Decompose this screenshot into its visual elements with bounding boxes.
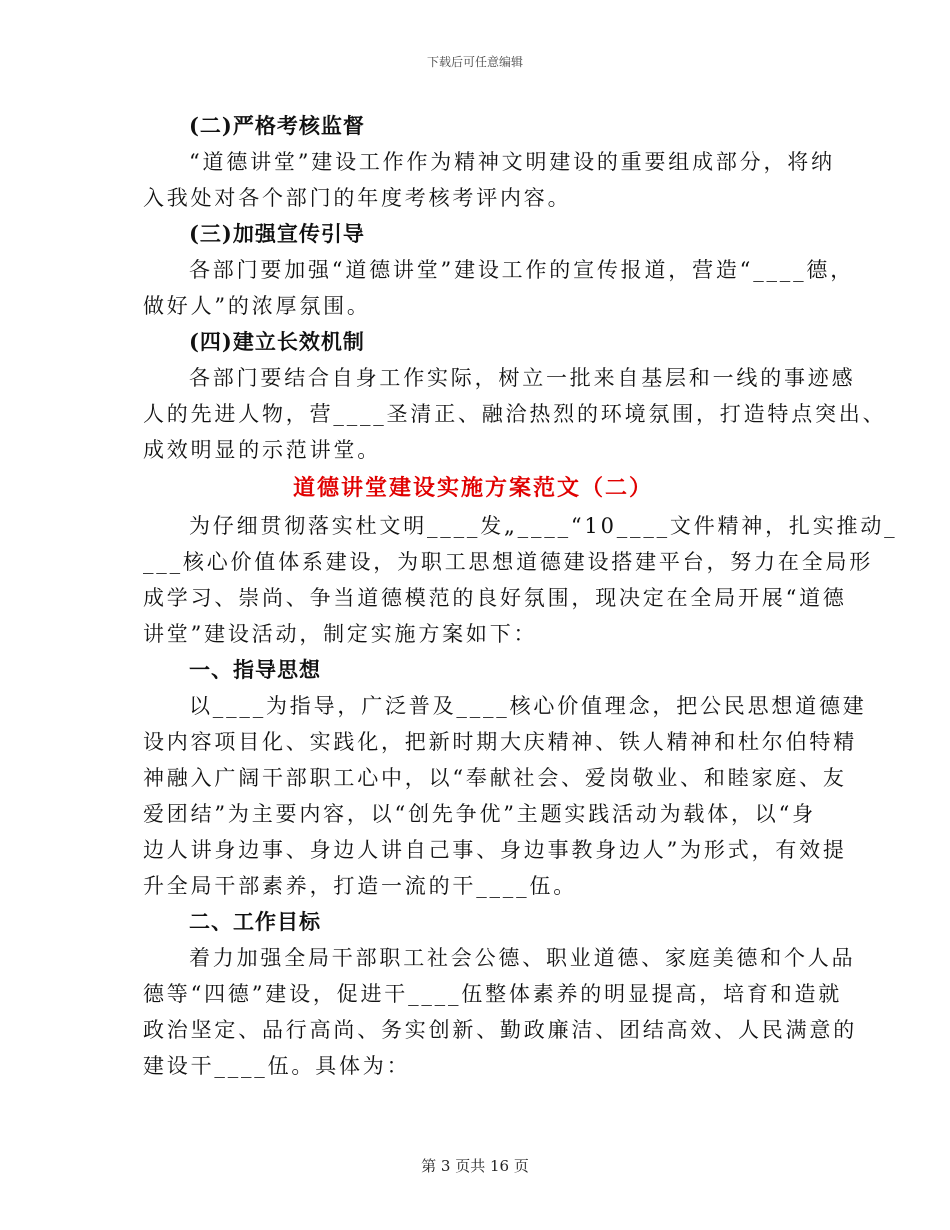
doc-line: (三)加强宣传引导 bbox=[189, 221, 365, 246]
doc-line: 成效明显的示范讲堂。 bbox=[143, 438, 381, 462]
doc-line: 做好人”的浓厚氛围。 bbox=[143, 294, 371, 318]
doc-line: 政治坚定、品行高尚、务实创新、勤政廉洁、团结高效、人民满意的 bbox=[143, 1018, 857, 1042]
doc-line: 德等“四德”建设，促进干____伍整体素养的明显提高，培育和造就 bbox=[143, 982, 843, 1006]
doc-line: (二)严格考核监督 bbox=[189, 113, 365, 138]
doc-line: 入我处对各个部门的年度考核考评内容。 bbox=[143, 186, 572, 210]
doc-line: 各部门要结合自身工作实际，树立一批来自基层和一线的事迹感 bbox=[189, 366, 856, 390]
doc-line: 边人讲身边事、身边人讲自己事、身边事教身边人”为形式，有效提 bbox=[143, 838, 847, 862]
doc-line: 着力加强全局干部职工社会公德、职业道德、家庭美德和个人品 bbox=[189, 946, 856, 970]
page-footer: 第 3 页共 16 页 bbox=[421, 1157, 529, 1175]
page-header: 下载后可任意编辑 bbox=[426, 55, 523, 69]
doc-line: ___核心价值体系建设，为职工思想道德建设搭建平台，努力在全局形 bbox=[143, 550, 874, 574]
doc-line: 各部门要加强“道德讲堂”建设工作的宣传报道，营造“____德， bbox=[189, 258, 855, 282]
document-body bbox=[143, 108, 898, 1084]
doc-line: 人的先进人物，营____圣清正、融洽热烈的环境氛围，打造特点突出、 bbox=[143, 402, 887, 426]
doc-line: 成学习、崇尚、争当道德模范的良好氛围，现决定在全局开展“道德 bbox=[143, 586, 847, 610]
doc-line: 神融入广阔干部职工心中，以“奉献社会、爱岗敬业、和睦家庭、友 bbox=[143, 766, 847, 790]
doc-line: 建设干____伍。具体为： bbox=[143, 1054, 411, 1078]
doc-line: 二、工作目标 bbox=[189, 909, 321, 934]
doc-line: 一、指导思想 bbox=[189, 657, 321, 682]
doc-line: 讲堂”建设活动，制定实施方案如下： bbox=[143, 622, 538, 646]
doc-line: “道德讲堂”建设工作作为精神文明建设的重要组成部分，将纳 bbox=[189, 150, 835, 174]
doc-line: 爱团结”为主要内容，以“创先争优”主题实践活动为载体，以“身 bbox=[143, 802, 816, 826]
doc-line: 以____为指导，广泛普及____核心价值理念，把公民思想道德建 bbox=[189, 694, 867, 718]
section-title: 道德讲堂建设实施方案范文（二） bbox=[292, 475, 653, 501]
doc-line: 为仔细贯彻落实杜文明____发„____“10____文件精神，扎实推动_ bbox=[189, 514, 898, 538]
doc-line: 设内容项目化、实践化，把新时期大庆精神、铁人精神和杜尔伯特精 bbox=[143, 730, 857, 754]
doc-line: 升全局干部素养，打造一流的干____伍。 bbox=[143, 874, 577, 898]
doc-line: (四)建立长效机制 bbox=[189, 329, 365, 354]
